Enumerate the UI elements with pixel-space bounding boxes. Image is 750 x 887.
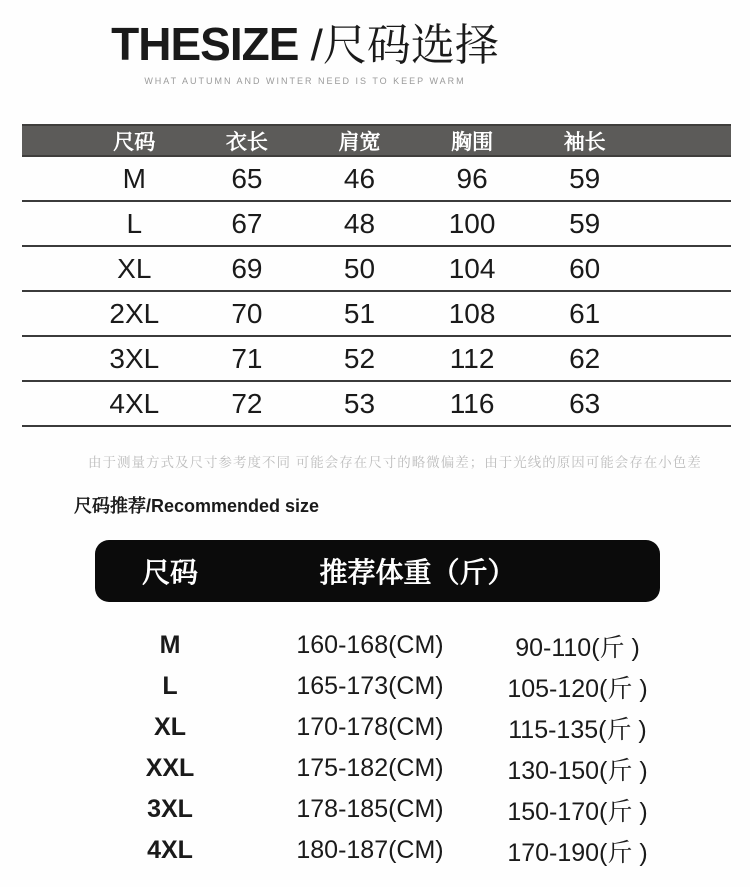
page-title: [0, 20, 610, 69]
table-cell: 112: [449, 342, 495, 374]
recommend-weight-range: 170-190(斤 ): [507, 838, 648, 867]
table-cell: 59: [569, 162, 601, 194]
recommend-weight-range: 130-150(斤 ): [507, 756, 648, 785]
column-header: 胸围: [451, 131, 494, 155]
recommend-size-label: 4XL: [147, 836, 193, 865]
recommend-height-range: 178-185(CM): [296, 795, 444, 824]
page-header: [0, 0, 750, 86]
recommend-size-label: L: [162, 672, 178, 701]
column-header: 袖长: [563, 131, 606, 155]
recommend-weight-column-label: 推荐体重（斤）: [319, 557, 516, 589]
table-cell: 4XL: [109, 387, 160, 419]
table-cell: 63: [569, 387, 601, 419]
recommend-height-range: 175-182(CM): [296, 754, 444, 783]
table-row: [22, 337, 731, 382]
table-cell: XL: [117, 252, 152, 284]
recommend-size-column-label: 尺码: [141, 557, 198, 589]
recommend-row: [95, 748, 660, 789]
table-cell: 2XL: [109, 297, 160, 329]
column-header: 肩宽: [338, 131, 381, 155]
table-row: [22, 247, 731, 292]
recommend-weight-range: 105-120(斤 ): [507, 674, 648, 703]
measurement-note: 由于测量方式及尺寸参考度不同 可能会存在尺寸的略微偏差；由于光线的原因可能会存在小色差: [88, 455, 702, 471]
table-row: [22, 292, 731, 337]
measurement-table-header-row: [22, 124, 731, 157]
recommend-height-range: 180-187(CM): [296, 836, 444, 865]
recommend-row: [95, 830, 660, 871]
recommended-size-heading: 尺码推荐/Recommended size: [74, 496, 320, 517]
recommend-size-label: XXL: [145, 754, 195, 783]
table-cell: 72: [231, 387, 263, 419]
measurement-table-body: [22, 157, 731, 427]
table-cell: 100: [448, 207, 496, 239]
title-chinese: /尺码选择: [298, 21, 499, 70]
table-row: [22, 202, 731, 247]
column-header: 尺码: [113, 131, 156, 155]
recommend-table-body: [95, 625, 660, 871]
table-cell: 46: [343, 162, 376, 194]
table-cell: 71: [231, 342, 263, 374]
table-cell: 61: [569, 297, 601, 329]
table-cell: 67: [231, 207, 263, 239]
table-cell: 70: [231, 297, 263, 329]
recommend-weight-range: 115-135(斤 ): [508, 715, 647, 744]
recommend-row: [95, 666, 660, 707]
table-cell: 48: [343, 207, 376, 239]
recommend-weight-range: 90-110(斤 ): [515, 633, 640, 662]
table-cell: 96: [456, 162, 488, 194]
measurement-table: [22, 124, 731, 427]
recommend-row: [95, 789, 660, 830]
recommend-size-label: 3XL: [147, 795, 193, 824]
table-cell: 60: [569, 252, 601, 284]
table-cell: 108: [448, 297, 496, 329]
table-cell: 65: [231, 162, 263, 194]
table-row: [22, 382, 731, 427]
recommend-size-label: XL: [154, 713, 186, 742]
recommend-weight-range: 150-170(斤 ): [507, 797, 648, 826]
recommend-height-range: 165-173(CM): [296, 672, 444, 701]
table-cell: M: [122, 162, 146, 194]
recommend-size-label: M: [159, 631, 181, 660]
table-row: [22, 157, 731, 202]
recommend-table-header-bar: [95, 540, 660, 602]
table-cell: 3XL: [109, 342, 160, 374]
table-cell: 116: [449, 387, 495, 419]
page-subtitle: WHAT AUTUMN AND WINTER NEED IS TO KEEP WARM: [144, 76, 466, 87]
table-cell: L: [126, 207, 143, 239]
table-cell: 69: [231, 252, 263, 284]
recommend-height-range: 160-168(CM): [296, 631, 444, 660]
table-cell: 50: [343, 252, 376, 284]
table-cell: 53: [343, 387, 376, 419]
column-header: 衣长: [225, 131, 268, 155]
recommend-row: [95, 625, 660, 666]
recommend-height-range: 170-178(CM): [296, 713, 444, 742]
table-cell: 104: [448, 252, 496, 284]
title-english: THESIZE: [111, 18, 299, 70]
table-cell: 62: [569, 342, 601, 374]
table-cell: 52: [343, 342, 376, 374]
recommend-row: [95, 707, 660, 748]
table-cell: 59: [569, 207, 601, 239]
table-cell: 51: [343, 297, 376, 329]
